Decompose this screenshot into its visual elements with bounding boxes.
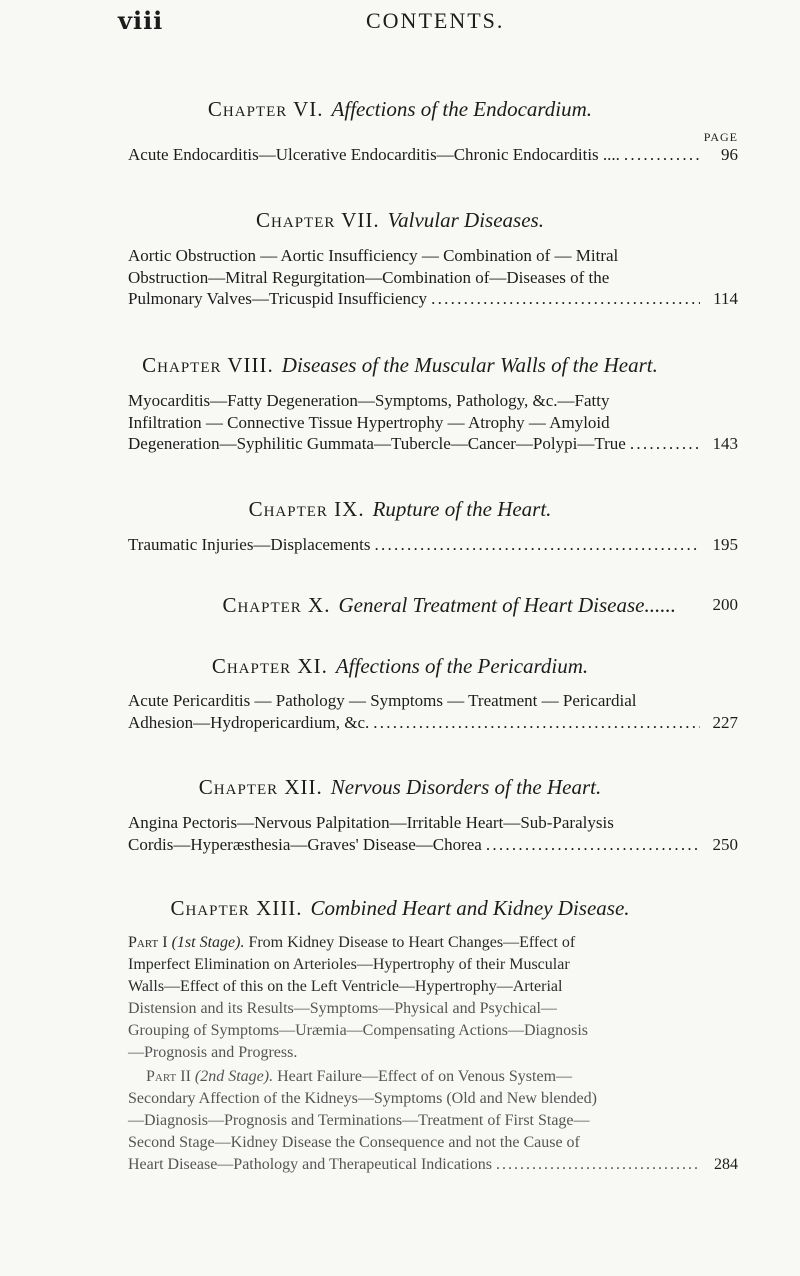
running-title: CONTENTS.: [366, 8, 505, 33]
chapter-heading: [0, 775, 800, 800]
chapter-entry: [128, 245, 738, 310]
page-number: 284: [714, 1156, 738, 1173]
chapter-title: Rupture of the Heart.: [372, 497, 552, 521]
entry-line: Infiltration — Connective Tissue Hypertrophy — Atrophy — Amyloid: [128, 412, 610, 432]
entry-line: Second Stage—Kidney Disease the Consequence and not the Cause of: [128, 1134, 580, 1151]
entry-line: Grouping of Symptoms—Uræmia—Compensating Actions—Diagnosis: [128, 1022, 588, 1039]
chapter-heading: [0, 896, 800, 921]
running-head: [118, 6, 800, 40]
chapter-title: Affections of the Pericardium.: [335, 654, 589, 678]
chapter-entry: [128, 534, 738, 556]
chapter-entry: [128, 144, 738, 166]
entry-line: Walls—Effect of this on the Left Ventricle—Hypertrophy—Arterial: [128, 978, 563, 995]
part-label: Part I: [128, 934, 168, 951]
chapter-label: Chapter VI.: [207, 97, 324, 121]
entry-line: Cordis—Hyperæsthesia—Graves' Disease—Chorea: [128, 834, 482, 854]
chapter-heading: [0, 654, 800, 679]
entry-line: Obstruction—Mitral Regurgitation—Combination of—Diseases of the: [128, 267, 610, 287]
page-number: 96: [721, 145, 738, 164]
entry-line: From Kidney Disease to Heart Changes—Effect of: [248, 934, 576, 951]
chapter-entry: [128, 390, 738, 455]
entry-line: Heart Failure—Effect of on Venous System—: [277, 1068, 573, 1085]
chapter-entry: [128, 690, 738, 733]
chapter-title: Combined Heart and Kidney Disease.: [310, 896, 630, 920]
chapter-heading: [128, 592, 738, 618]
chapter-label: Chapter IX.: [248, 497, 365, 521]
chapter-entry: [128, 812, 738, 855]
page-number: 143: [712, 434, 738, 453]
chapter-label: Chapter VII.: [256, 208, 380, 232]
entry-line: —Prognosis and Progress.: [128, 1044, 298, 1061]
chapter-label: Chapter XIII.: [170, 896, 303, 920]
chapter-label: Chapter VIII.: [142, 353, 274, 377]
chapter-title: Valvular Diseases.: [387, 208, 544, 232]
page-column-header: PAGE: [703, 130, 738, 144]
entry-line: Traumatic Injuries—Displacements: [128, 535, 371, 554]
part-entry: [128, 1066, 738, 1176]
page-number: 114: [713, 289, 738, 308]
part-stage: (1st Stage).: [171, 934, 245, 951]
chapter-label: Chapter X.: [222, 593, 331, 617]
entry-line: Heart Disease—Pathology and Therapeutical Indications: [128, 1156, 493, 1173]
entry-line: Myocarditis—Fatty Degeneration—Symptoms, Pathology, &c.—Fatty: [128, 391, 610, 410]
chapter-heading: [0, 497, 800, 522]
page-number: 195: [712, 535, 738, 554]
page-folio: viii: [118, 6, 164, 35]
entry-line: Acute Endocarditis—Ulcerative Endocarditis—Chronic Endocarditis ....: [128, 145, 620, 164]
part-entry: [128, 932, 738, 1064]
entry-line: Imperfect Elimination on Arterioles—Hypertrophy of their Muscular: [128, 956, 570, 973]
entry-line: Pulmonary Valves—Tricuspid Insufficiency: [128, 289, 428, 308]
entry-line: Secondary Affection of the Kidneys—Symptoms (Old and New blended): [128, 1090, 597, 1107]
chapter-label: Chapter XI.: [211, 654, 328, 678]
page-number: 200: [712, 595, 738, 614]
entry-line: Adhesion—Hydropericardium, &c.: [128, 712, 370, 732]
part-stage: (2nd Stage).: [194, 1068, 274, 1085]
part-label: Part II: [146, 1068, 191, 1085]
entry-line: Acute Pericarditis — Pathology — Symptoms — Treatment — Pericardial: [128, 691, 637, 710]
chapter-heading: [0, 97, 800, 122]
entry-line: Distension and its Results—Symptoms—Physical and Psychical—: [128, 1000, 557, 1017]
entry-line: Aortic Obstruction — Aortic Insufficiency — Combination of — Mitral: [128, 246, 619, 265]
entry-line: Angina Pectoris—Nervous Palpitation—Irritable Heart—Sub-Paralysis: [128, 813, 614, 832]
page-number: 227: [712, 712, 738, 732]
chapter-heading: [0, 353, 800, 378]
chapter-title: Diseases of the Muscular Walls of the Heart.: [281, 353, 658, 377]
chapter-label: Chapter XII.: [198, 775, 323, 799]
chapter-title: General Treatment of Heart Disease......: [338, 593, 676, 617]
chapter-title: Affections of the Endocardium.: [331, 97, 593, 121]
entry-line: —Diagnosis—Prognosis and Terminations—Treatment of First Stage—: [128, 1112, 590, 1129]
chapter-heading: [0, 208, 800, 233]
page-number: 250: [712, 834, 738, 854]
entry-line: Degeneration—Syphilitic Gummata—Tubercle—Cancer—Polypi—True: [128, 434, 626, 453]
chapter-title: Nervous Disorders of the Heart.: [330, 775, 602, 799]
